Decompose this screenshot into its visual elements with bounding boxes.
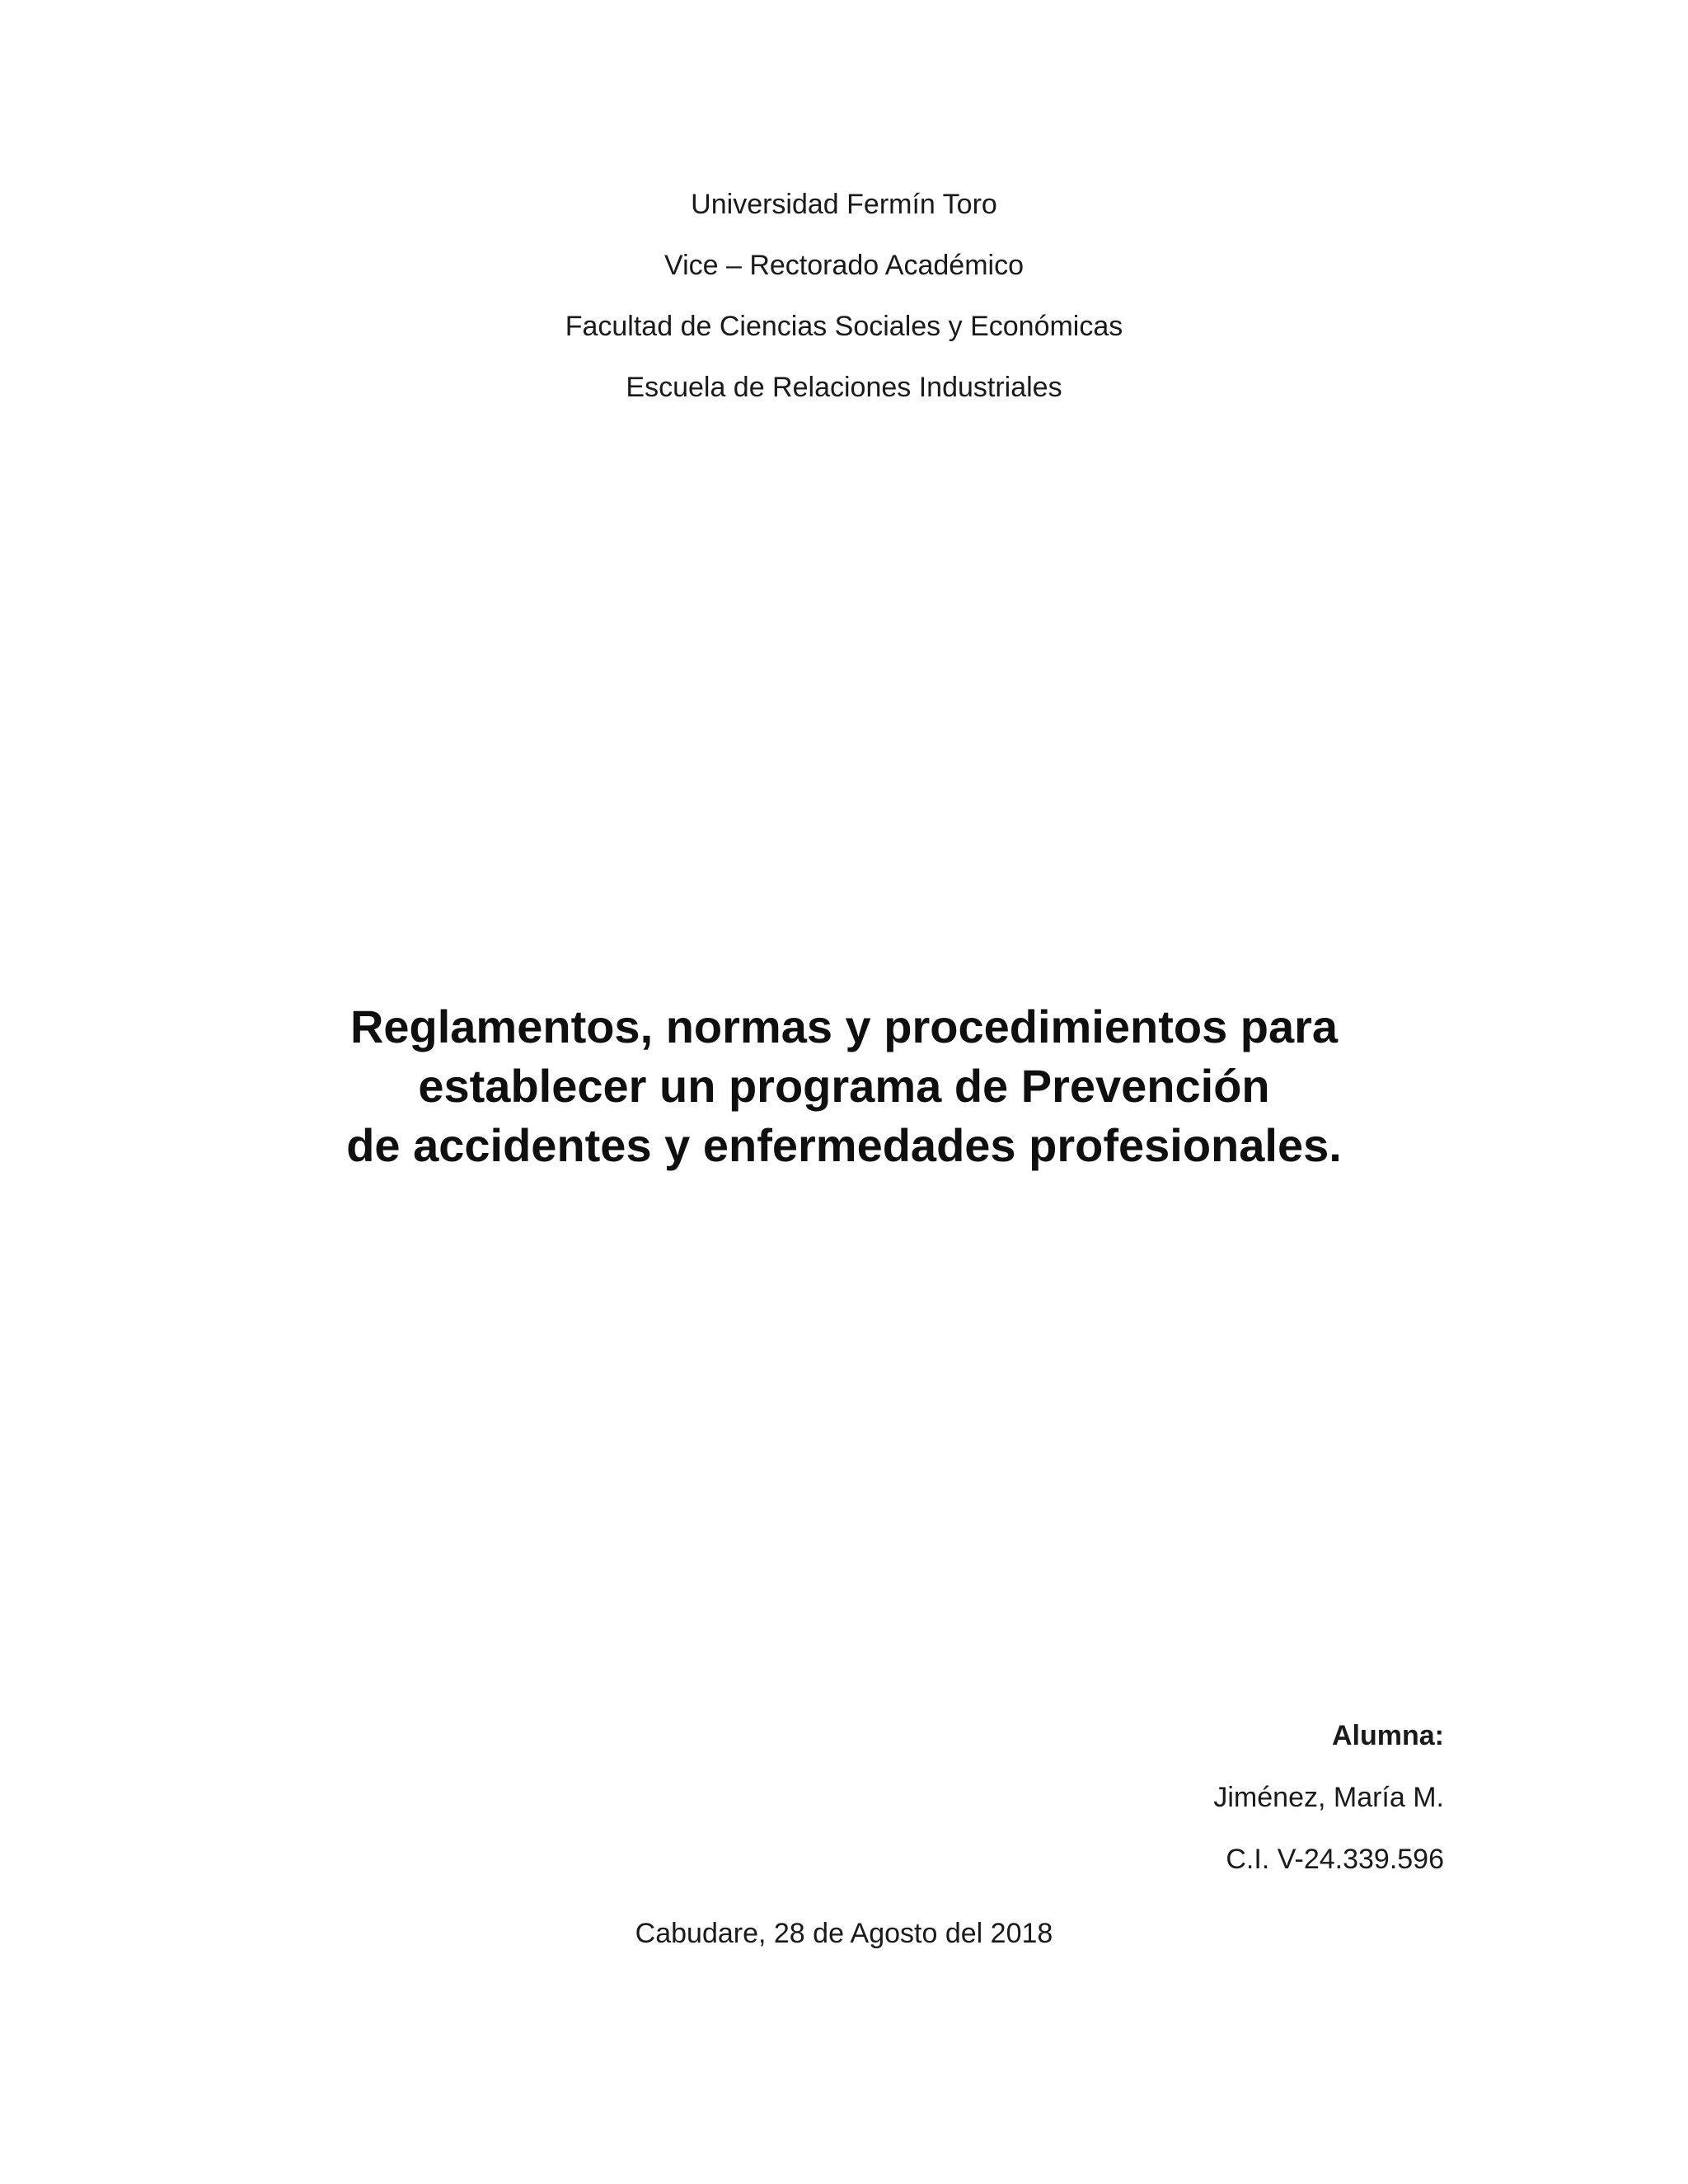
university-name: Universidad Fermín Toro xyxy=(691,189,997,220)
title-line-3: de accidentes y enfermedades profesionales. xyxy=(346,1119,1342,1171)
title-line-1: Reglamentos, normas y procedimientos para xyxy=(349,1001,1339,1052)
school-name: Escuela de Relaciones Industriales xyxy=(626,372,1062,403)
author-label: Alumna: xyxy=(1332,1720,1444,1751)
faculty-name: Facultad de Ciencias Sociales y Económicas xyxy=(565,311,1123,342)
vice-rectorate: Vice – Rectorado Académico xyxy=(664,250,1024,281)
author-id: C.I. V-24.339.596 xyxy=(1226,1844,1444,1875)
document-title xyxy=(0,997,1688,1175)
institution-header xyxy=(0,188,1688,432)
author-name: Jiménez, María M. xyxy=(1213,1782,1444,1813)
author-block xyxy=(1213,1719,1444,1905)
place-date: Cabudare, 28 de Agosto del 2018 xyxy=(635,1918,1053,1949)
title-line-2: establecer un programa de Prevención xyxy=(418,1060,1270,1112)
